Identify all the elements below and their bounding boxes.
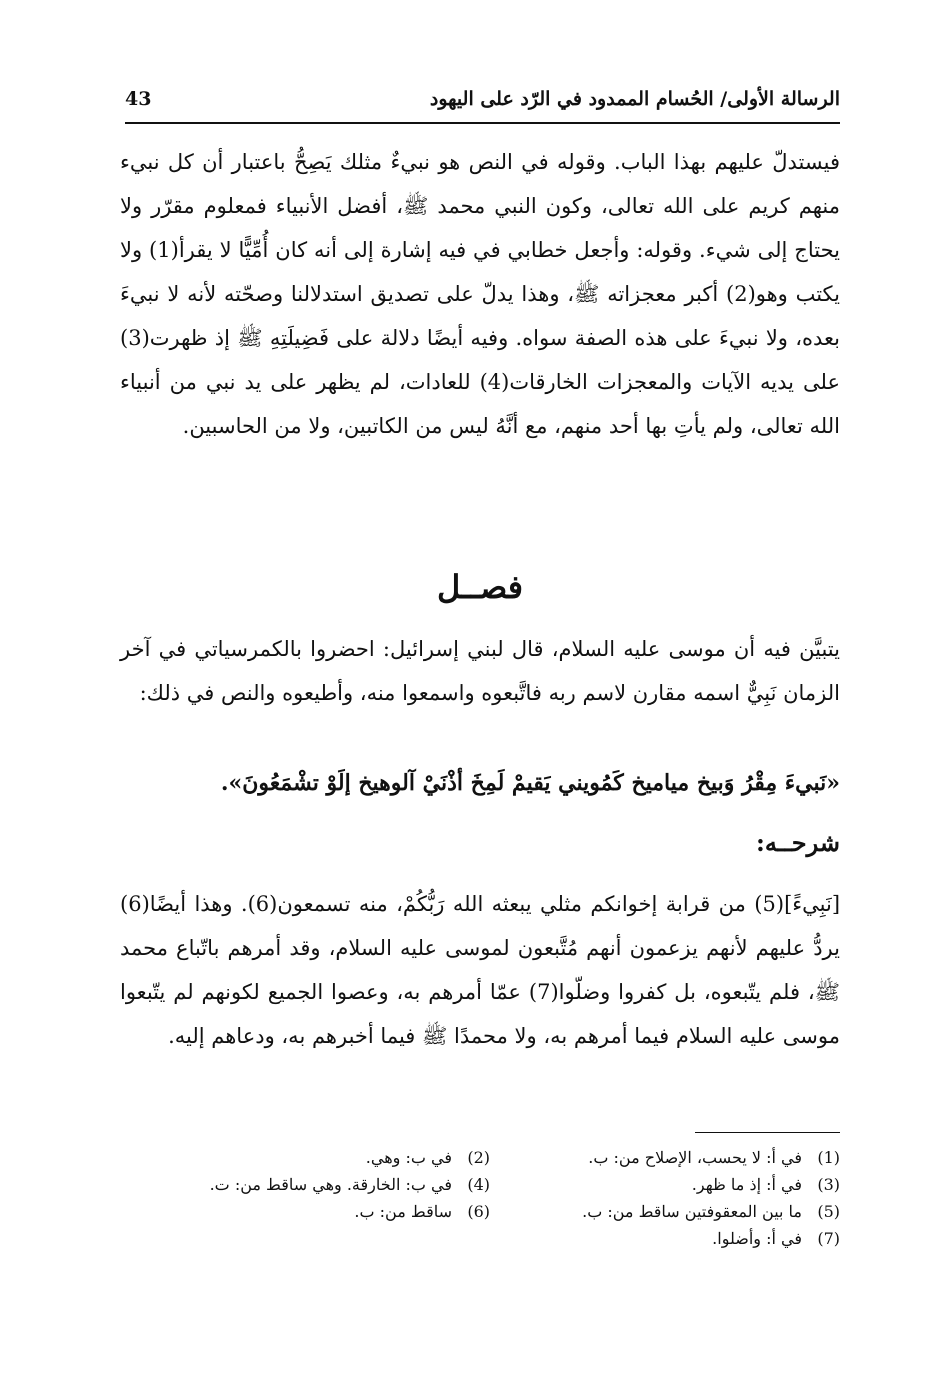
footnote-spacer: [140, 1229, 490, 1251]
footnote-text: ما بين المعقوفتين ساقط من: ب.: [582, 1202, 802, 1221]
footnote-item: [140, 1175, 490, 1194]
footnote-item: [140, 1202, 490, 1221]
footnote-number: (2): [467, 1148, 490, 1167]
footnote-number: (3): [817, 1175, 840, 1194]
footnote-text: ساقط من: ب.: [354, 1202, 452, 1221]
paragraph-3-text: [نَبِيءً](5) من قرابة إخوانكم مثلي يبعثه الله رَبُّكُمْ، منه تسمعون(6). وهذا أيضًا(6) يردُّ عليهم لأنهم يزعمون أنهم مُتَّبعون لموسى عليه السلام، وقد أمرهم باتّباع محمد ﷺ، فلم يتّبعوه، بل كفروا وضلّوا(7) عمّا أمرهم به، وعصوا الجميع لكونهم لم يتّبعوا موسى عليه السلام فيما أمرهم به، ولا محمدًا ﷺ فيما أخبرهم به، ودعاهم إليه.: [120, 892, 841, 1048]
footnote-item: [490, 1202, 840, 1221]
footnote-text: في أ: لا يحسب، الإصلاح من: ب.: [588, 1148, 802, 1167]
footnote-item: [490, 1229, 840, 1251]
footnote-item: [140, 1148, 490, 1167]
running-header: [125, 80, 840, 124]
footnote-text: في ب: الخارقة. وهي ساقط من: ت.: [209, 1175, 452, 1194]
paragraph-1-text: فيستدلّ عليهم بهذا الباب. وقوله في النص هو نبيءٌ مثلك يَصِحُّ باعتبار أن كل نبيء منهم كريم على الله تعالى، وكون النبي محمد ﷺ، أفضل الأنبياء فمعلوم مقرّر ولا يحتاج إلى شيء. وقوله: وأجعل خطابي في فيه إشارة إلى أنه كان أُمِّيًّا لا يقرأ(1) ولا يكتب وهو(2) أكبر معجزاته ﷺ، وهذا يدلّ على تصديق استدلالنا وصحّته لأنه لا نبيءَ بعده، ولا نبيءَ على هذه الصفة سواه. وفيه أيضًا دلالة على فَضِيلَتِهِ ﷺ إذ ظهرت(3) على يديه الآيات والمعجزات الخارقات(4) للعادات، لم يظهر على يد نبي من أنبياء الله تعالى، ولم يأتِ بها أحد منهم، مع أنَّهُ ليس من الكاتبين، ولا من الحاسبين.: [120, 150, 840, 438]
paragraph-2: [120, 627, 840, 715]
explanation-title: شرحــه:: [756, 828, 840, 857]
header-title: الرسالة الأولى/ الحُسام الممدود في الرّد على اليهود: [429, 88, 840, 110]
footnote-item: [490, 1175, 840, 1194]
footnote-number: (7): [817, 1229, 840, 1248]
footnote-text: في أ: وأضلوا.: [712, 1229, 802, 1248]
footnotes: [140, 1148, 840, 1251]
footnote-separator: [695, 1132, 840, 1133]
paragraph-2-text: يتبيَّن فيه أن موسى عليه السلام، قال لبني إسرائيل: احضروا بالكمرسياتي في آخر الزمان نَبِيٌّ اسمه مقارن لاسم ربه فاتَّبعوه واسمعوا منه، وأطيعوه والنص في ذلك:: [120, 637, 840, 705]
footnote-text: في ب: وهي.: [365, 1148, 452, 1167]
footnote-number: (4): [467, 1175, 490, 1194]
page-number: 43: [125, 88, 152, 110]
scripture-quote: «نَبيءَ مِقْرُ وَبيخ مياميخ كَمُويني يَقيمْ لَمِخَ أذْنَيْ آلوهيخ إلَوْ تشْمَعُونَ».: [220, 770, 840, 796]
footnote-text: في أ: إذ ما ظهر.: [691, 1175, 802, 1194]
footnote-number: (5): [817, 1202, 840, 1221]
paragraph-1: [120, 140, 840, 448]
paragraph-3: [120, 882, 840, 1058]
footnote-number: (6): [467, 1202, 490, 1221]
section-title: فصــل: [436, 568, 524, 606]
footnote-number: (1): [817, 1148, 840, 1167]
footnote-item: [490, 1148, 840, 1167]
